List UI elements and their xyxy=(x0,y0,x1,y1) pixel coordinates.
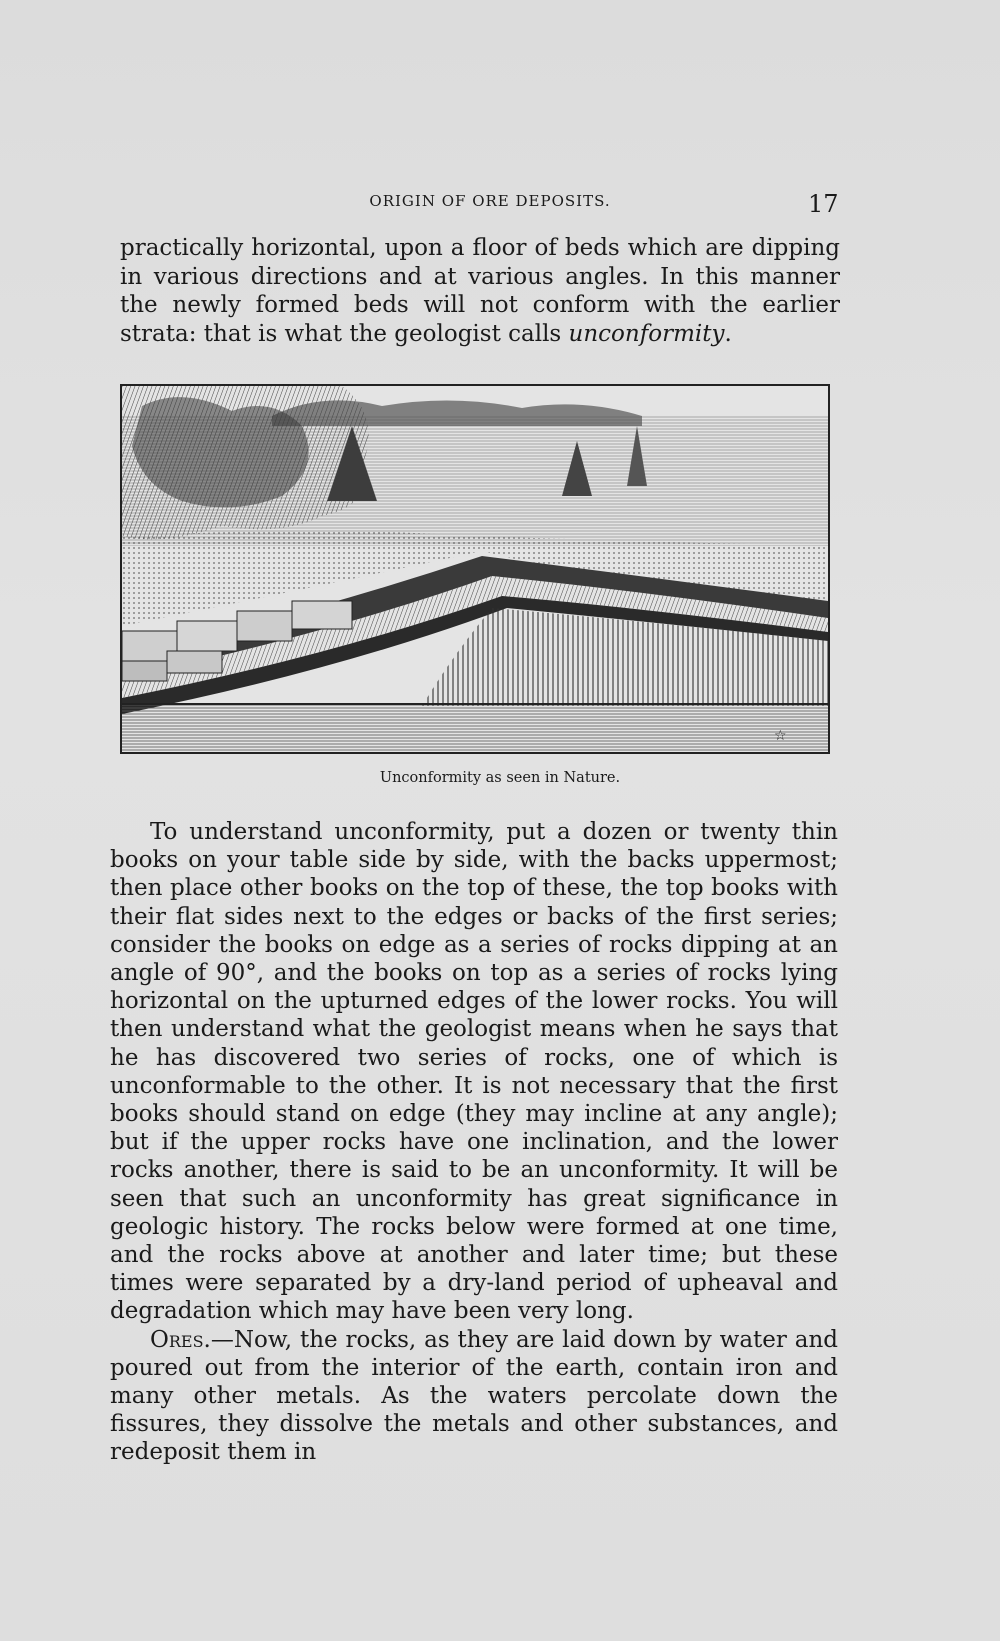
body-text xyxy=(110,818,838,1467)
svg-text:☆: ☆ xyxy=(774,728,787,744)
landscape-engraving xyxy=(122,386,828,752)
unconformity-illustration xyxy=(120,384,830,754)
running-head: ORIGIN OF ORE DEPOSITS. xyxy=(369,192,611,210)
intro-text: practically horizontal, upon a floor of beds which are dipping in various directions and at various angles. In this manner the newly formed beds will not conform with the earlier strata: that is what the geologist calls xyxy=(120,235,840,347)
intro-paragraph xyxy=(120,234,840,348)
page-number: 17 xyxy=(808,190,839,218)
ores-text: —Now, the rocks, as they are laid down by water and poured out from the interior of the earth, contain iron and many other metals. As the waters percolate down the fissures, they dissolve the metals and other substances, and redeposit them in xyxy=(110,1326,838,1466)
paragraph-books-analogy: To understand unconformity, put a dozen or twenty thin books on your table side by side, with the backs uppermost; then place other books on the top of these, the top books with their flat sides next to the edges or backs of the first series; consider the books on edge as a series of rocks dipping at an angle of 90°, and the books on top as a series of rocks lying horizontal on the upturned edges of the lower rocks. You will then understand what the geologist means when he says that he has discovered two series of rocks, one of which is unconformable to the other. It is not necessary that the first books should stand on edge (they may incline at any angle); but if the upper rocks have one inclination, and the lower rocks another, there is said to be an unconformity. It will be seen that such an unconformity has great significance in geologic history. The rocks below were formed at one time, and the rocks above at another and later time; but these times were separated by a dry-land period of upheaval and degradation which may have been very long. xyxy=(110,819,838,1325)
intro-italic-term: unconformity xyxy=(568,320,725,347)
figure-caption: Unconformity as seen in Nature. xyxy=(379,770,621,786)
paragraph-ores xyxy=(110,1326,838,1467)
ores-heading: Ores. xyxy=(150,1326,211,1353)
intro-text-end: . xyxy=(724,320,732,347)
